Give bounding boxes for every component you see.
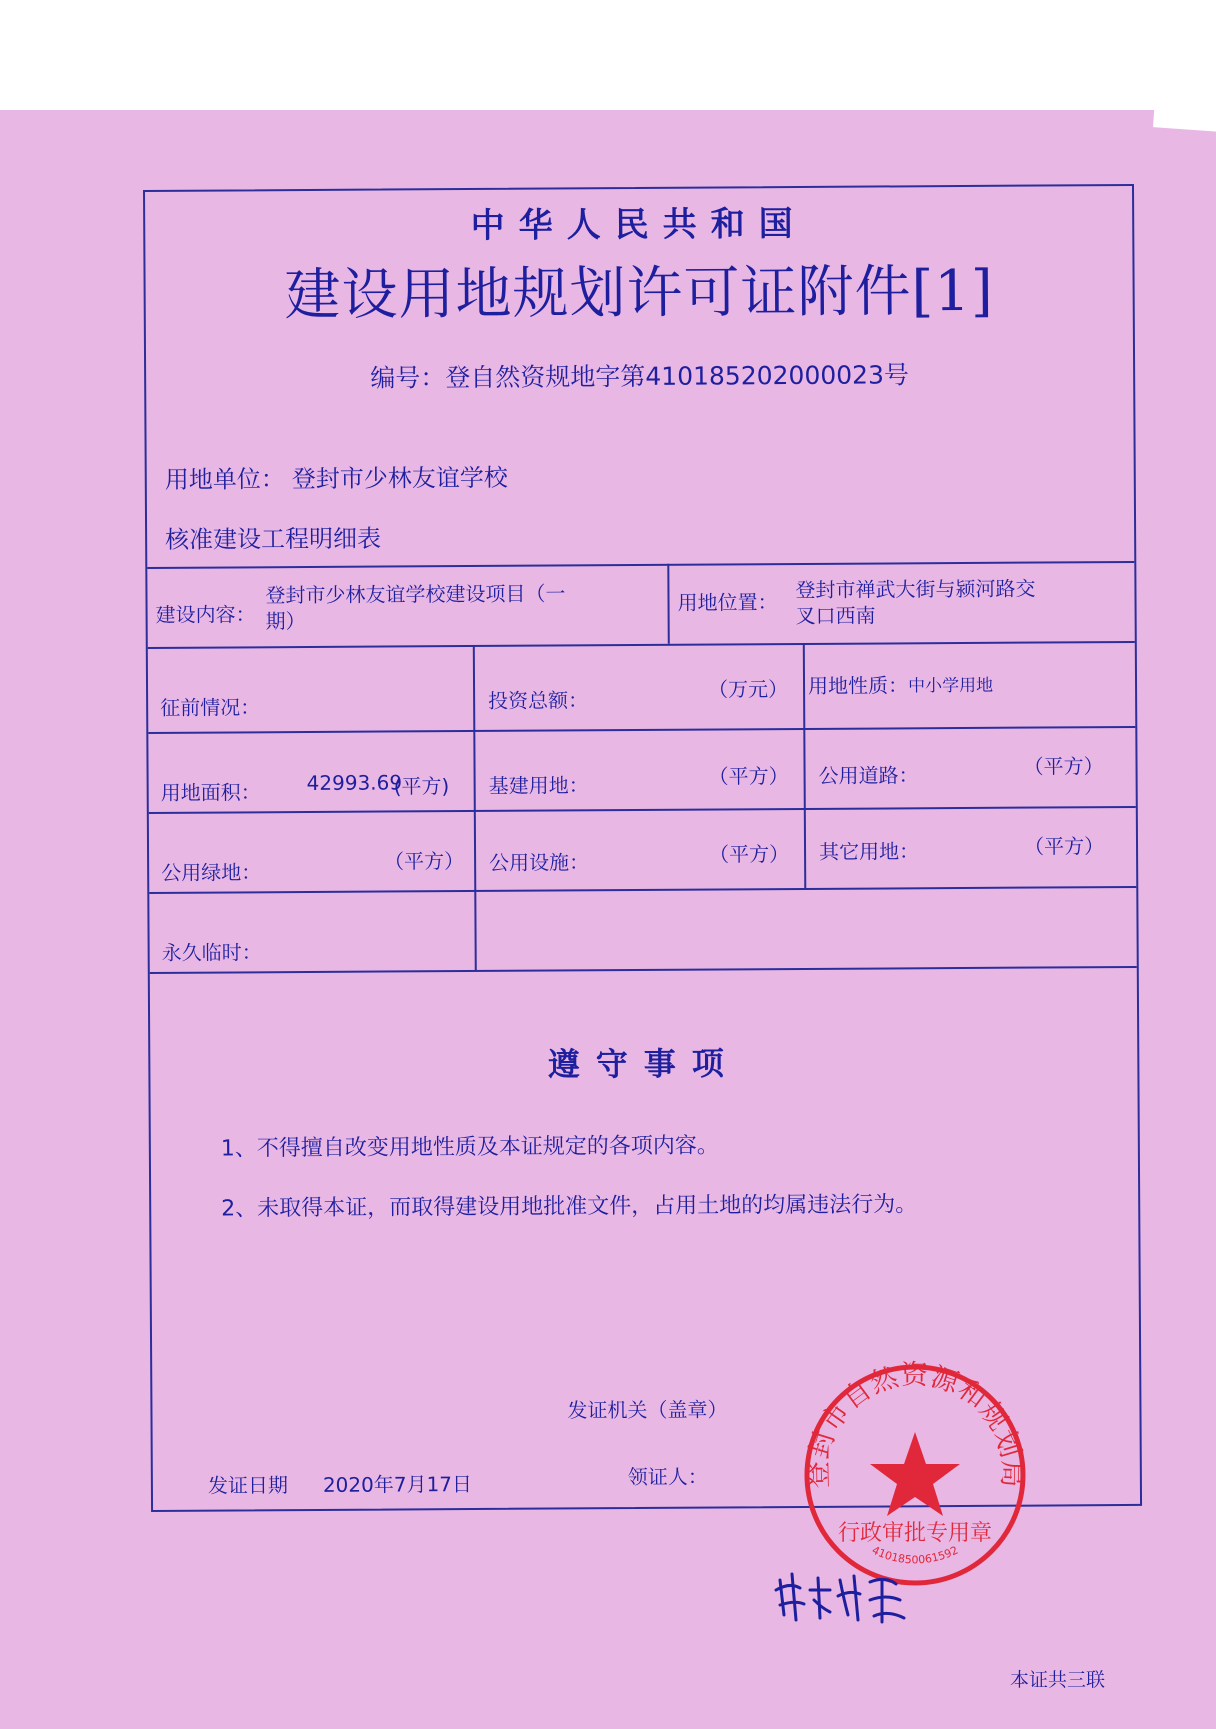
- rule-1: 1、不得擅自改变用地性质及本证规定的各项内容。: [220, 1133, 719, 1162]
- content-value-line2: 期）: [265, 609, 306, 634]
- base-land-label: 基建用地：: [488, 773, 589, 798]
- location-value-line2: 叉口西南: [795, 603, 876, 629]
- public-facility-unit: （平方）: [708, 842, 790, 867]
- table-line: [803, 643, 806, 888]
- content-value-line1: 登封市少林友谊学校建设项目（一: [265, 581, 566, 608]
- public-road-unit: （平方）: [1023, 754, 1104, 779]
- location-label: 用地位置：: [677, 590, 778, 615]
- public-facility-label: 公用设施：: [489, 850, 590, 875]
- permanent-temporary-label: 永久临时：: [161, 940, 262, 965]
- table-title: 核准建设工程明细表: [165, 524, 382, 554]
- notice-title: 遵守事项: [547, 1044, 740, 1084]
- country-title: 中华人民共和国: [470, 203, 807, 246]
- content-label: 建设内容：: [155, 602, 256, 627]
- location-value-line1: 登封市禅武大街与颍河路交: [795, 576, 1036, 603]
- table-line: [474, 890, 476, 970]
- land-nature-label: 用地性质：: [807, 673, 909, 698]
- public-road-label: 公用道路：: [818, 763, 919, 788]
- table-line: [473, 645, 476, 890]
- investment-label: 投资总额：: [488, 688, 589, 713]
- land-area-label: 用地面积：: [160, 780, 261, 805]
- document-number: 编号：登自然资规地字第410185202000023号: [370, 360, 910, 393]
- other-land-label: 其它用地：: [818, 839, 920, 864]
- issuer-label: 发证机关（盖章）: [567, 1397, 728, 1423]
- seal-star: [870, 1432, 960, 1516]
- issue-date-value: 2020年7月17日: [322, 1472, 473, 1497]
- pre-status-label: 征前情况：: [160, 695, 261, 720]
- table-line: [667, 564, 669, 644]
- other-land-unit: （平方）: [1023, 834, 1105, 859]
- seal-text-top: 登封市自然资源和规划局: [802, 1360, 1028, 1489]
- base-land-unit: （平方）: [708, 764, 789, 789]
- unit-label: 用地单位：: [164, 465, 285, 494]
- certificate-frame: [143, 184, 1142, 1512]
- issue-date-label: 发证日期: [207, 1473, 288, 1498]
- unit-value: 登封市少林友谊学校: [291, 463, 508, 494]
- seal-text-bottom: 行政审批专用章: [837, 1521, 993, 1546]
- copies-note: 本证共三联: [1010, 1669, 1106, 1691]
- land-area-unit: (平方): [393, 774, 450, 799]
- public-green-unit: （平方）: [384, 849, 465, 874]
- public-green-label: 公用绿地：: [161, 860, 262, 885]
- land-area-value: 42993.69: [306, 770, 403, 796]
- rule-2: 2、未取得本证，而取得建设用地批准文件，占用土地的均属违法行为。: [221, 1192, 918, 1222]
- official-seal: [800, 1360, 1030, 1590]
- handwritten-signature: [770, 1560, 930, 1630]
- document-title: 建设用地规划许可证附件[1]: [284, 258, 994, 329]
- land-nature-value: 中小学用地: [907, 675, 994, 697]
- receiver-label: 领证人：: [627, 1464, 708, 1490]
- table-line: [148, 641, 1135, 649]
- investment-unit: （万元）: [707, 677, 789, 702]
- table-line: [148, 726, 1135, 734]
- seal-code: 4101850061592: [869, 1543, 961, 1567]
- table-line: [150, 966, 1137, 974]
- table-line: [149, 806, 1136, 814]
- table-line: [149, 886, 1136, 894]
- table-line: [147, 561, 1134, 569]
